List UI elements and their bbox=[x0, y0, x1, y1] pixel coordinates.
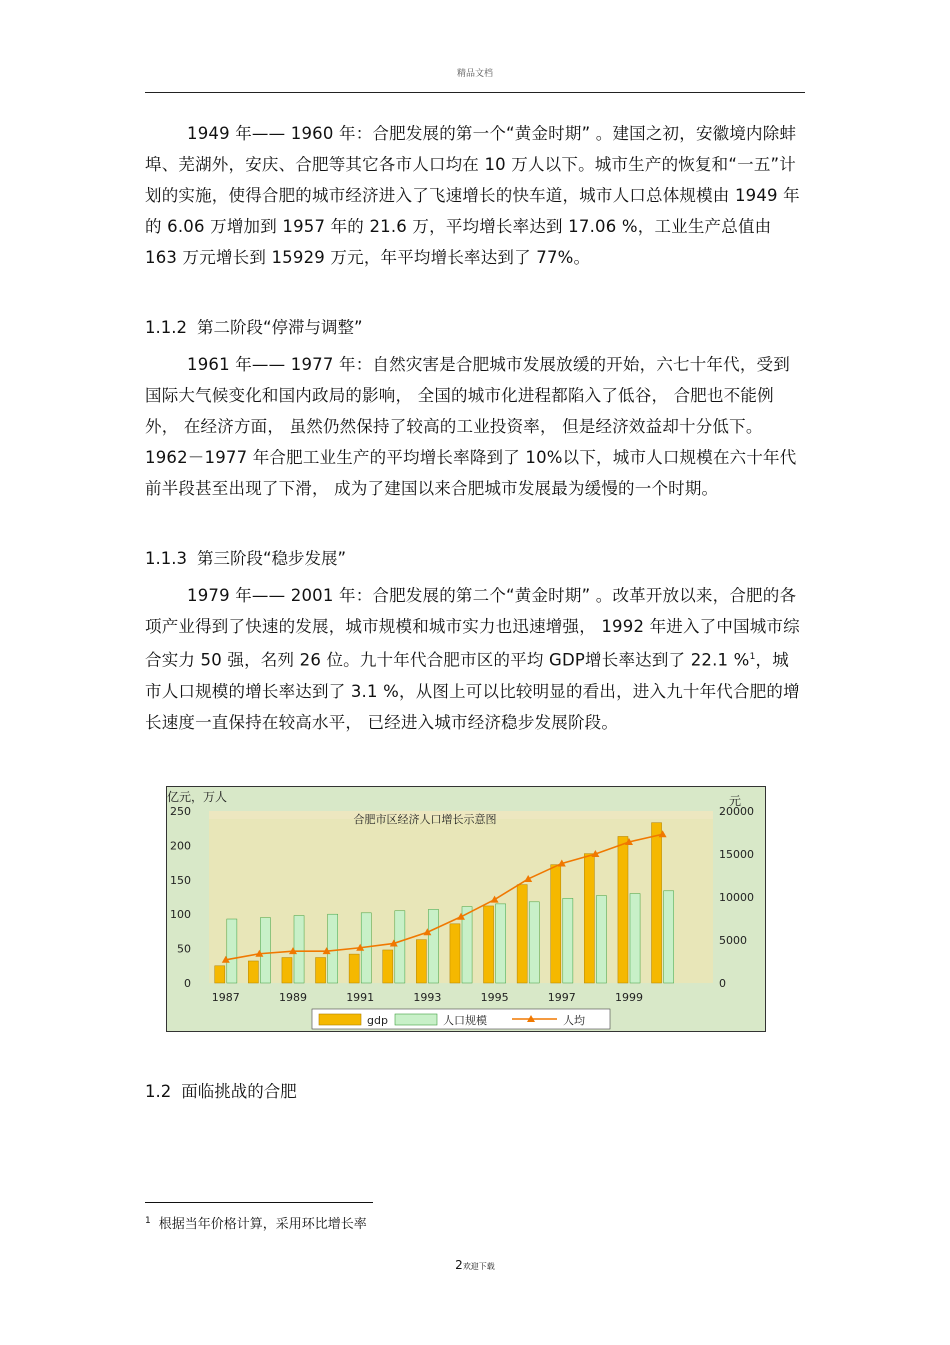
legend-gdp-swatch bbox=[319, 1014, 361, 1025]
population-bar bbox=[630, 894, 640, 983]
page-footer bbox=[0, 1258, 950, 1272]
page-number: 2 bbox=[455, 1258, 463, 1272]
left-axis-tick-label: 50 bbox=[177, 942, 191, 956]
gdp-bar bbox=[652, 823, 662, 983]
paragraph-text: 1961 年—— 1977 年：自然灾害是合肥城市发展放缓的开始，六七十年代，受到国际大气候变化和国内政局的影响， 全国的城市化进程都陷入了低谷， 合肥也不能例外， 在经济方面， 虽然仍然保持了较高的工业投资率， 但是经济效益却十分低下。 1962－1977 年合肥工业生产的平均增长率降到了 10%以下，城市人口规模在六十年代前半段甚至出现了下滑， 成为了建国以来合肥城市发展最为缓慢的一个时期。 bbox=[145, 355, 797, 498]
population-bar bbox=[664, 891, 674, 983]
heading-number: 1.1.3 bbox=[145, 549, 187, 568]
gdp-bar bbox=[349, 954, 359, 983]
legend-per-capita-label: 人均 bbox=[563, 1014, 585, 1027]
right-axis-tick-label: 5000 bbox=[719, 934, 747, 947]
paragraph-text: 1949 年—— 1960 年：合肥发展的第一个“黄金时期” 。建国之初，安徽境内除蚌埠、芜湖外，安庆、合肥等其它各市人口均在 10 万人以下。城市生产的恢复和“一五”计划的实施，使得合肥的城市经济进入了飞速增长的快车道，城市人口总体规模由 1949 年的 6.06 万增加到 1957 年的 21.6 万，平均增长率达到 17.06 %，工业生产总值由 163 万元增长到 15929 万元，年平均增长率达到了 77%。 bbox=[145, 124, 800, 267]
heading-number: 1.1.2 bbox=[145, 318, 187, 337]
paragraph-text-part-1: 1979 年—— 2001 年：合肥发展的第二个“黄金时期” 。改革开放以来，合肥的各项产业得到了快速的发展，城市规模和城市实力也迅速增强， 1992 年进入了中国城市综合实力 50 强，名列 26 位。九十年代合肥市区的平均 GDP增长率达到了 22.1 % bbox=[145, 586, 800, 670]
gdp-bar bbox=[517, 885, 527, 983]
heading-title: 面临挑战的合肥 bbox=[181, 1082, 297, 1101]
x-axis-tick-label: 1997 bbox=[547, 991, 576, 1004]
right-axis-tick-label: 20000 bbox=[719, 805, 754, 818]
x-axis-tick-label: 1995 bbox=[480, 991, 509, 1004]
right-axis-tick-label: 0 bbox=[719, 977, 726, 990]
gdp-bar bbox=[383, 950, 393, 983]
page-header: 精品文档 bbox=[456, 69, 493, 79]
paragraph-stagnation bbox=[145, 349, 805, 504]
footnote-divider bbox=[145, 1202, 373, 1203]
left-axis-tick-label: 0 bbox=[184, 977, 191, 990]
gdp-bar bbox=[484, 906, 494, 983]
footnote-mark: 1 bbox=[145, 1215, 151, 1226]
chart-container bbox=[166, 786, 766, 1032]
left-axis-title: 亿元，万人 bbox=[167, 790, 228, 804]
paragraph-steady-development bbox=[145, 580, 805, 738]
left-axis-tick-label: 250 bbox=[170, 805, 191, 818]
population-bar bbox=[596, 896, 606, 983]
left-axis-tick-label: 100 bbox=[170, 908, 191, 922]
section-heading-1-1-3 bbox=[145, 547, 346, 571]
section-heading-1-2 bbox=[145, 1080, 297, 1104]
gdp-bar bbox=[215, 966, 225, 983]
chart-title: 合肥市区经济人口增长示意图 bbox=[353, 813, 497, 826]
paragraph-first-golden-period bbox=[145, 118, 805, 273]
legend-gdp-label: gdp bbox=[367, 1014, 388, 1027]
population-bar bbox=[294, 916, 304, 983]
gdp-bar bbox=[618, 836, 628, 983]
x-axis-tick-label: 1999 bbox=[615, 991, 643, 1004]
chart-legend bbox=[312, 1009, 610, 1029]
population-bar bbox=[260, 918, 270, 983]
heading-title: 第三阶段“稳步发展” bbox=[196, 549, 347, 568]
header-divider bbox=[145, 92, 805, 93]
economy-population-chart bbox=[167, 787, 765, 1031]
population-bar bbox=[496, 904, 506, 983]
paragraph-text bbox=[145, 580, 805, 738]
footnote-reference[interactable]: 1 bbox=[749, 652, 756, 662]
gdp-bar bbox=[248, 961, 258, 983]
population-bar bbox=[227, 919, 237, 983]
right-axis-tick-label: 10000 bbox=[719, 891, 754, 904]
gdp-bar bbox=[282, 958, 292, 983]
legend-population-label: 人口规模 bbox=[443, 1014, 487, 1027]
population-bar bbox=[328, 914, 338, 983]
footnote-text: 根据当年价格计算，采用环比增长率 bbox=[158, 1217, 367, 1232]
legend-population-swatch bbox=[395, 1014, 437, 1025]
page-footer-text: 欢迎下载 bbox=[462, 1262, 495, 1271]
x-axis-tick-label: 1989 bbox=[279, 991, 307, 1004]
x-axis-tick-label: 1987 bbox=[211, 991, 240, 1004]
x-axis-tick-label: 1993 bbox=[413, 991, 442, 1004]
gdp-bar bbox=[551, 865, 561, 983]
paragraph-text-part-2: ，城市人口规模的增长率达到了 3.1 %，从图上可以比较明显的看出，进入九十年代合肥的增长速度一直保持在较高水平， 已经进入城市经济稳步发展阶段。 bbox=[145, 650, 800, 732]
heading-number: 1.2 bbox=[145, 1082, 172, 1101]
population-bar bbox=[395, 911, 405, 983]
right-axis-tick-label: 15000 bbox=[719, 848, 754, 861]
population-bar bbox=[529, 902, 539, 983]
right-axis-title: 元 bbox=[729, 794, 742, 808]
left-axis-tick-label: 200 bbox=[170, 839, 191, 853]
section-heading-1-1-2 bbox=[145, 316, 363, 340]
footnote bbox=[145, 1213, 367, 1232]
x-axis-tick-label: 1991 bbox=[346, 991, 375, 1004]
gdp-bar bbox=[316, 958, 326, 983]
heading-title: 第二阶段“停滞与调整” bbox=[196, 318, 363, 337]
gdp-bar bbox=[416, 940, 426, 983]
left-axis-tick-label: 150 bbox=[170, 873, 191, 887]
population-bar bbox=[563, 898, 573, 983]
gdp-bar bbox=[450, 924, 460, 983]
population-bar bbox=[428, 909, 438, 983]
gdp-bar bbox=[584, 854, 594, 983]
